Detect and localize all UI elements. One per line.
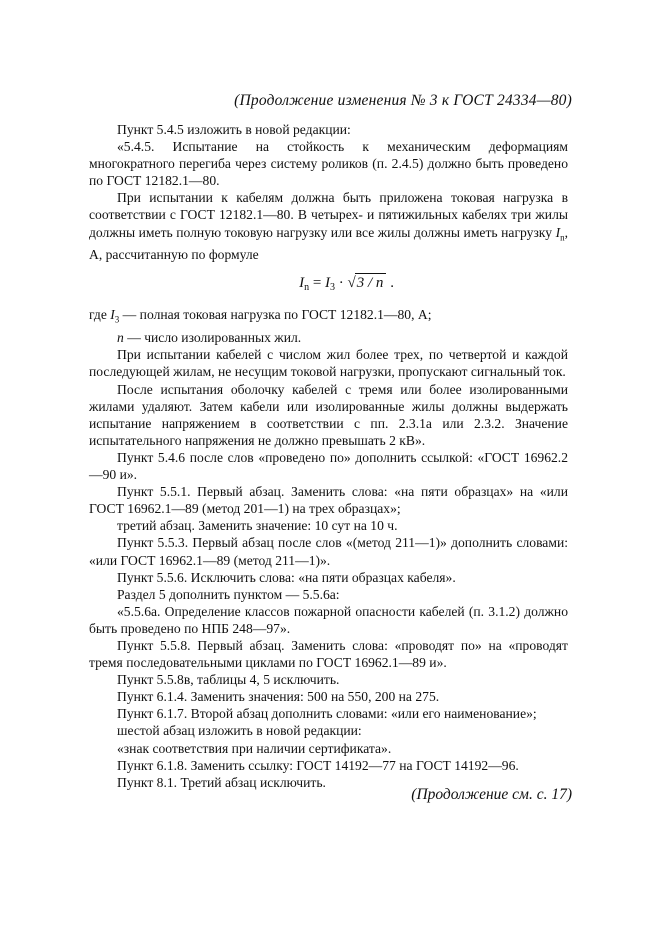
- formula-dot: ·: [335, 275, 348, 292]
- variable: I: [110, 307, 115, 323]
- where-clause-n: n — число изолированных жил.: [117, 330, 302, 346]
- continuation-footer: (Продолжение см. с. 17): [411, 786, 572, 803]
- document-body: [89, 121, 568, 791]
- formula-rhs-subscript: 3: [330, 282, 336, 294]
- paragraph: Пункт 5.5.8. Первый абзац. Заменить слова: «проводят по» на «проводят тремя последовательными циклами по ГОСТ 16962.1—89 и».: [89, 637, 568, 671]
- formula-rhs: I: [325, 275, 331, 292]
- paragraph-with-variable: [89, 189, 568, 263]
- paragraph: Пункт 6.1.4. Заменить значения: 500 на 550, 200 на 275.: [117, 689, 440, 705]
- paragraph: После испытания оболочку кабелей с тремя или более изолированными жилами удаляют. Затем кабели или изолированные жилы должны выдержать испытание напряжением в соответствии с пп. 2.3.1а или 2.3.2. Значение испытательного напряжения не должно превышать 2 кВ».: [89, 381, 568, 448]
- paragraph: Пункт 5.4.5 изложить в новой редакции:: [117, 122, 351, 137]
- paragraph: Пункт 5.5.8в, таблицы 4, 5 исключить.: [117, 672, 340, 688]
- paragraph: «5.5.6а. Определение классов пожарной опасности кабелей (п. 3.1.2) должно быть проведено по НПБ 248—97».: [89, 603, 568, 636]
- variable: n: [117, 330, 124, 346]
- paragraph: Пункт 8.1. Третий абзац исключить.: [117, 774, 326, 790]
- paragraph: Пункт 5.5.3. Первый абзац после слов «(метод 211—1)» дополнить словами: «или ГОСТ 16962.1—89 (метод 211—1)».: [89, 535, 568, 568]
- formula: [89, 270, 568, 296]
- formula-lhs: I: [299, 275, 305, 292]
- paragraph: Пункт 5.5.1. Первый абзац. Заменить слова: «на пяти образцах» на «или ГОСТ 16962.1—89 (метод 201—1) на трех образцах»;: [89, 484, 568, 517]
- where-clause: где $I_3$ — полная токовая нагрузка по ГОСТ 12182.1—80, А;: [89, 307, 432, 326]
- paragraph: третий абзац. Заменить значение: 10 сут на 10 ч.: [117, 518, 398, 534]
- paragraph: «знак соответствия при наличии сертификата».: [117, 740, 392, 756]
- paragraph: Пункт 5.5.6. Исключить слова: «на пяти образцах кабеля».: [117, 569, 456, 585]
- paragraph: При испытании кабелей с числом жил более трех, по четвертой и каждой последующей жилам, не несущим токовой нагрузки, пропускают сигнальный ток.: [89, 347, 568, 380]
- paragraph-text: , A, рассчитанную по формуле: [89, 224, 568, 263]
- paragraph-text: При испытании к кабелям должна быть приложена токовая нагрузка в соответствии с ГОСТ 12182.1—80. В четырех- и пятижильных кабелях три жилы должны иметь полную токовую нагрузку или все жилы должны иметь нагрузку: [89, 190, 568, 240]
- formula-equals: =: [309, 275, 326, 292]
- variable: I: [555, 224, 561, 240]
- variable-subscript: 3: [114, 315, 120, 326]
- paragraph: «5.4.5. Испытание на стойкость к механическим деформациям многократного перегиба через систему роликов (п. 2.4.5) должно быть проведено по ГОСТ 12182.1—80.: [89, 139, 568, 189]
- continuation-header: (Продолжение изменения № 3 к ГОСТ 24334—80): [234, 92, 572, 109]
- radical-icon: √: [347, 275, 356, 292]
- paragraph: шестой абзац изложить в новой редакции:: [117, 723, 362, 739]
- paragraph: Пункт 6.1.8. Заменить ссылку: ГОСТ 14192—77 на ГОСТ 14192—96.: [117, 757, 519, 773]
- formula-radicand: 3 / n: [355, 273, 387, 292]
- paragraph: Пункт 6.1.7. Второй абзац дополнить словами: «или его наименование»;: [117, 706, 537, 722]
- paragraph: Раздел 5 дополнить пунктом — 5.5.6а:: [117, 586, 340, 602]
- variable-subscript: n: [560, 232, 565, 243]
- formula-lhs-subscript: n: [304, 282, 310, 294]
- formula-tail: .: [386, 275, 394, 292]
- paragraph: Пункт 5.4.6 после слов «проведено по» дополнить ссылкой: «ГОСТ 16962.2—90 и».: [89, 449, 568, 483]
